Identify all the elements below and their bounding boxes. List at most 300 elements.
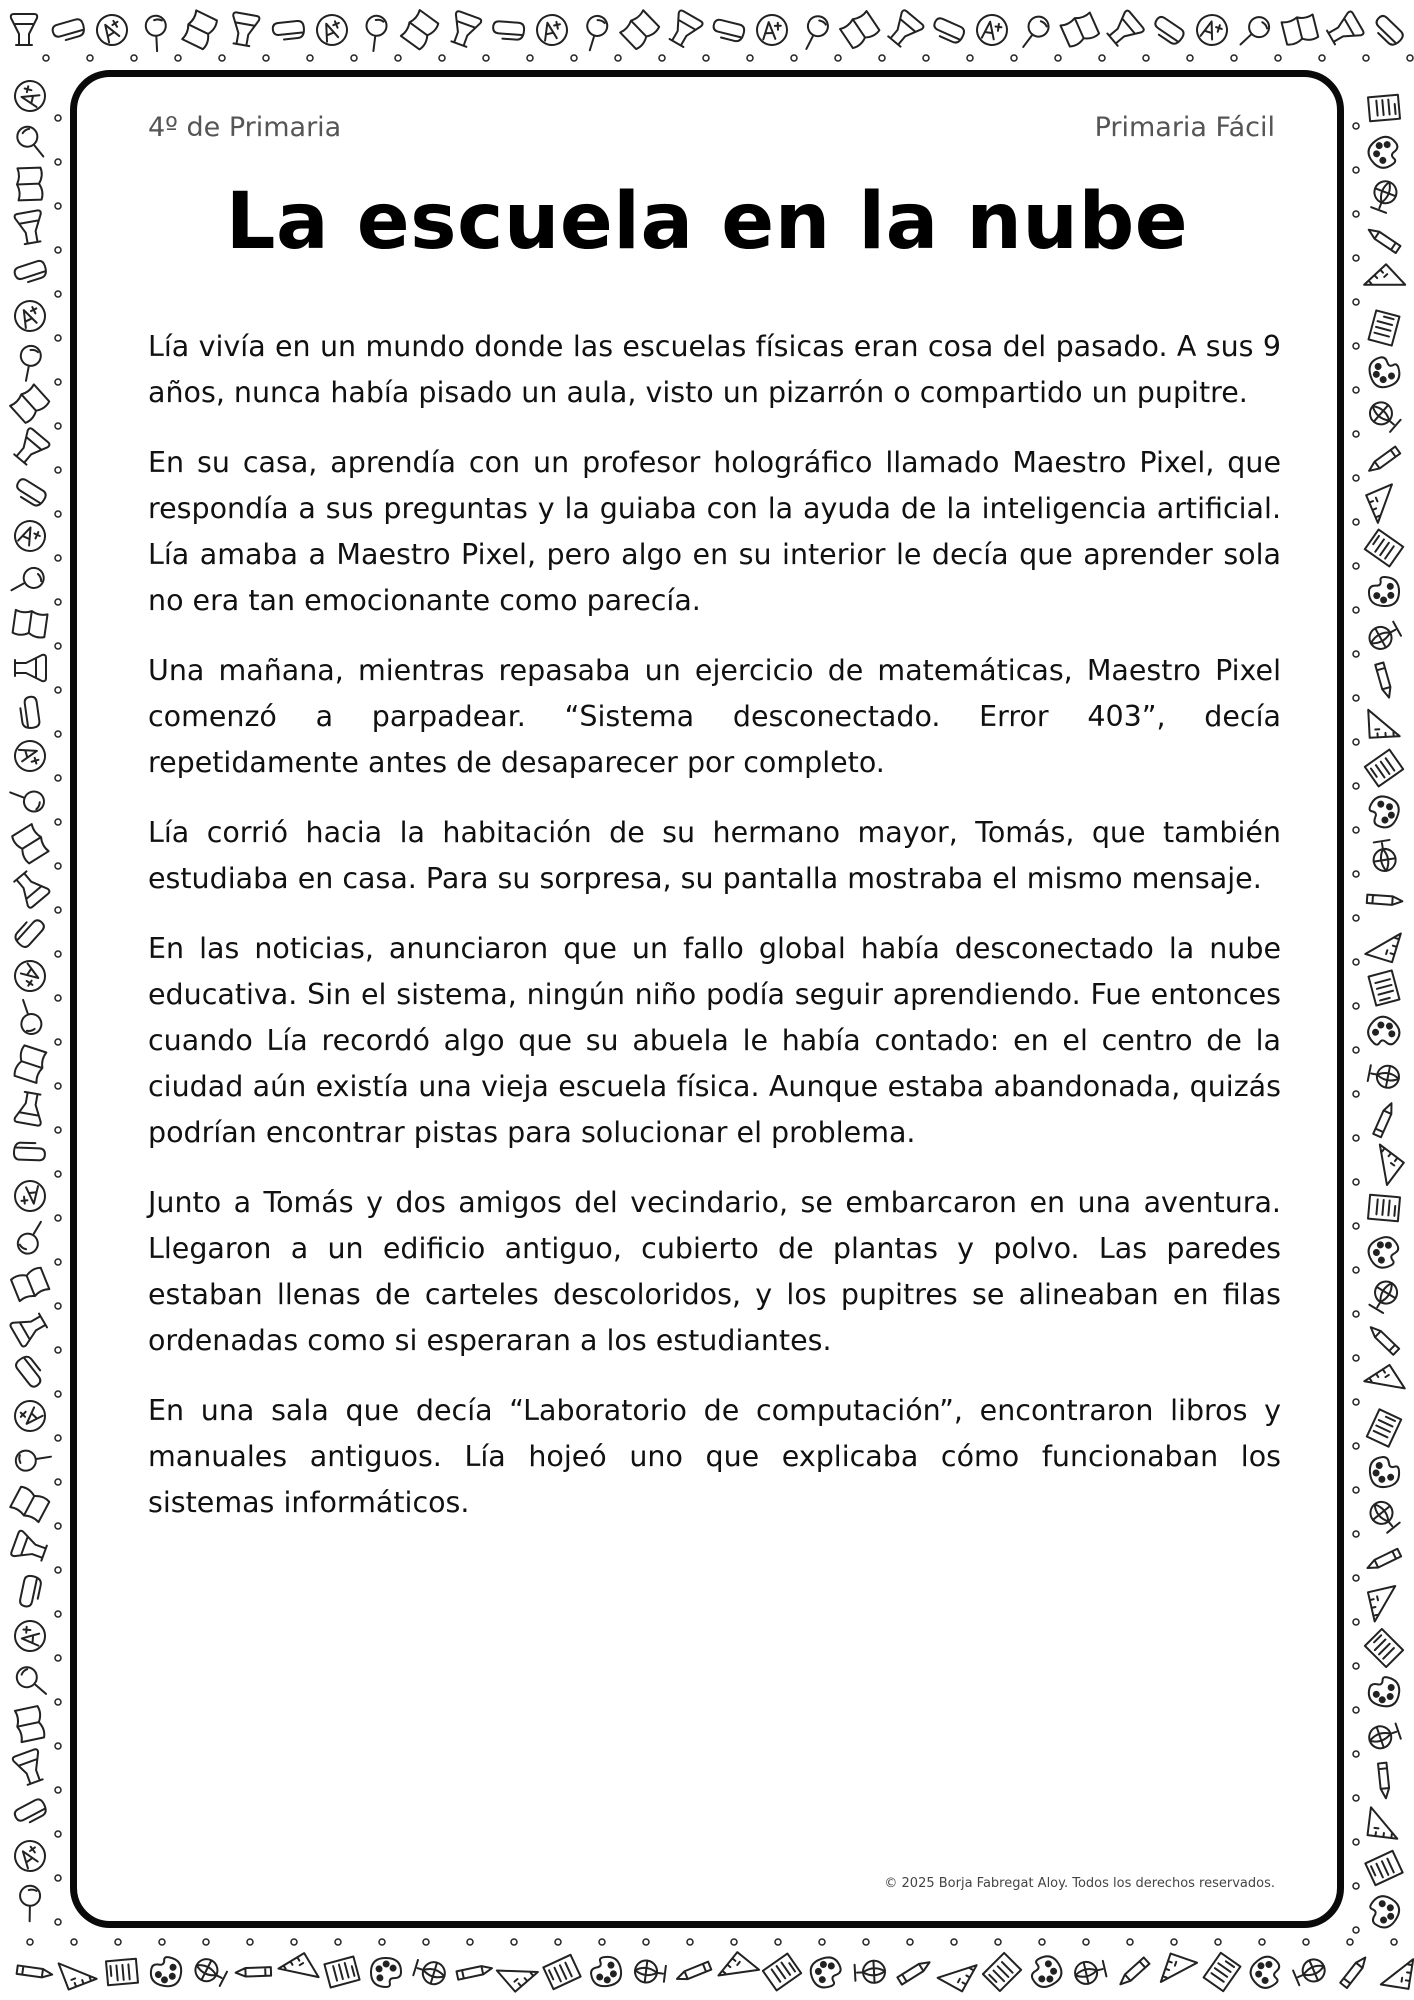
book-icon xyxy=(181,10,218,50)
decorative-dot xyxy=(1353,123,1359,129)
magnifier-icon xyxy=(16,1666,46,1696)
decorative-dot xyxy=(1353,1135,1359,1141)
decorative-dot xyxy=(1353,343,1359,349)
decorative-dot xyxy=(131,55,137,61)
pencil-icon xyxy=(13,1952,52,1991)
grade-a-plus-icon xyxy=(975,13,1009,47)
decorative-dot xyxy=(1353,739,1359,745)
magnifier-icon xyxy=(12,1440,51,1479)
decorative-dot xyxy=(55,1611,61,1617)
palette-icon xyxy=(1364,1233,1404,1272)
palette-icon xyxy=(1246,1952,1288,1993)
decorative-dot xyxy=(1353,695,1359,701)
ruler-icon xyxy=(1364,1365,1404,1405)
magnifier-icon xyxy=(10,342,49,381)
paperclip-icon xyxy=(931,17,966,45)
grade-a-plus-icon xyxy=(534,12,570,48)
ruler-icon xyxy=(1363,1145,1404,1185)
decorative-dot xyxy=(687,1939,693,1945)
decorative-dot xyxy=(1353,1399,1359,1405)
paperclip-icon xyxy=(711,19,745,43)
decorative-dot xyxy=(27,1939,33,1945)
grade-a-plus-icon xyxy=(756,14,787,45)
notebook-icon xyxy=(1365,530,1403,567)
decorative-dot xyxy=(351,55,357,61)
decorative-dot xyxy=(55,1479,61,1485)
story-paragraph: En una sala que decía “Laboratorio de computación”, encontraron libros y manuales antiguos. Lía hojeó uno que explicaba cómo funcionaban los sistemas informáticos. xyxy=(148,1394,1281,1519)
decorative-dot xyxy=(511,1939,517,1945)
palette-icon xyxy=(1363,1891,1404,1932)
notebook-icon xyxy=(1367,1409,1401,1446)
decorative-dot xyxy=(55,203,61,209)
decorative-dot xyxy=(55,1347,61,1353)
pencil-icon xyxy=(1365,660,1403,698)
notebook-icon xyxy=(1365,1629,1403,1667)
decorative-dot xyxy=(55,1127,61,1133)
decorative-dot xyxy=(55,247,61,253)
decorative-dot xyxy=(1353,1487,1359,1493)
decorative-dot xyxy=(55,775,61,781)
globe-icon xyxy=(634,1959,666,1984)
decorative-dot xyxy=(55,687,61,693)
ruler-icon xyxy=(938,1952,977,1992)
decorative-dot xyxy=(55,1567,61,1573)
paperclip-icon xyxy=(13,915,46,949)
ruler-icon xyxy=(1364,264,1405,305)
palette-icon xyxy=(149,1954,184,1988)
story-paragraph: Lía vivía en un mundo donde las escuelas físicas eran cosa del pasado. A sus 9 años, nunca había pisado un aula, visto un pizarrón o compartido un pupitre. xyxy=(148,330,1281,409)
decorative-dot xyxy=(747,55,753,61)
flask-icon xyxy=(1324,11,1364,49)
magnifier-icon xyxy=(356,12,395,51)
decorative-dot xyxy=(1231,55,1237,61)
decorative-dot xyxy=(571,55,577,61)
palette-icon xyxy=(1364,132,1405,173)
decorative-dot xyxy=(555,1939,561,1945)
magnifier-icon xyxy=(798,14,833,49)
decorative-dot xyxy=(55,1655,61,1661)
decorative-dot xyxy=(1353,1531,1359,1537)
pencil-icon xyxy=(453,1953,492,1992)
decorative-dot xyxy=(1353,1355,1359,1361)
decorative-dot xyxy=(1099,55,1105,61)
decorative-dot xyxy=(379,1939,385,1945)
decorative-dot xyxy=(1011,55,1017,61)
decorative-dot xyxy=(55,1303,61,1309)
decorative-dot xyxy=(879,55,885,61)
decorative-dot xyxy=(819,1939,825,1945)
decorative-dot xyxy=(55,159,61,165)
decorative-dot xyxy=(55,511,61,517)
notebook-icon xyxy=(1369,310,1400,345)
globe-icon xyxy=(1292,1956,1328,1988)
decorative-dot xyxy=(599,1939,605,1945)
decorative-dot xyxy=(55,995,61,1001)
flask-icon xyxy=(10,1309,50,1347)
decorative-dot xyxy=(1363,55,1369,61)
decorative-dot xyxy=(1353,1839,1359,1845)
decorative-dot xyxy=(483,55,489,61)
decorative-dot xyxy=(1039,1939,1045,1945)
flask-icon xyxy=(10,868,50,909)
decorative-dot xyxy=(1353,519,1359,525)
decorative-dot xyxy=(55,291,61,297)
palette-icon xyxy=(1366,353,1403,390)
decorative-dot xyxy=(1055,55,1061,61)
flask-icon xyxy=(884,9,924,50)
book-icon xyxy=(9,384,50,424)
decorative-dot xyxy=(55,643,61,649)
decorative-dot xyxy=(1353,1927,1359,1933)
pencil-icon xyxy=(1338,1958,1369,1989)
decorative-dot xyxy=(1353,255,1359,261)
paperclip-icon xyxy=(51,18,85,43)
ruler-icon xyxy=(1368,1586,1402,1622)
magnifier-icon xyxy=(16,126,47,157)
decorative-dot xyxy=(55,1391,61,1397)
flask-icon xyxy=(12,1748,47,1786)
decorative-dot xyxy=(907,1939,913,1945)
paperclip-icon xyxy=(492,21,524,40)
magnifier-icon xyxy=(11,563,46,598)
globe-icon xyxy=(1367,1062,1401,1089)
worksheet-card xyxy=(70,70,1344,1928)
grade-a-plus-icon xyxy=(312,10,351,49)
decorative-dot xyxy=(1353,1267,1359,1273)
decorative-dot xyxy=(55,599,61,605)
magnifier-icon xyxy=(136,12,176,52)
decorative-dot xyxy=(55,1919,61,1925)
decorative-dot xyxy=(55,1083,61,1089)
decorative-dot xyxy=(1353,1047,1359,1053)
decorative-dot xyxy=(1353,1707,1359,1713)
flask-icon xyxy=(11,14,37,45)
decorative-dot xyxy=(1187,55,1193,61)
flask-icon xyxy=(228,12,259,47)
pencil-icon xyxy=(1371,1327,1399,1355)
magnifier-icon xyxy=(1019,15,1051,47)
pencil-icon xyxy=(1120,1956,1149,1985)
notebook-icon xyxy=(543,1955,580,1989)
ruler-icon xyxy=(1161,1954,1197,1991)
ruler-icon xyxy=(1366,484,1403,523)
decorative-dot xyxy=(1391,1939,1397,1945)
book-icon xyxy=(11,1267,50,1302)
grade-a-plus-icon xyxy=(10,516,50,556)
decorative-dot xyxy=(1353,299,1359,305)
decorative-dot xyxy=(1275,55,1281,61)
decorative-dot xyxy=(1143,55,1149,61)
decorative-dot xyxy=(615,55,621,61)
book-icon xyxy=(1060,12,1099,48)
decorative-dot xyxy=(1353,1663,1359,1669)
decorative-dot xyxy=(395,55,401,61)
story-paragraph: Lía corrió hacia la habitación de su hermano mayor, Tomás, que también estudiaba en casa. Para su sorpresa, su pantalla mostraba el mismo mensaje. xyxy=(148,816,1281,895)
decorative-dot xyxy=(335,1939,341,1945)
decorative-dot xyxy=(55,1259,61,1265)
ruler-icon xyxy=(1368,708,1399,738)
pencil-icon xyxy=(677,1953,714,1990)
globe-icon xyxy=(854,1960,885,1984)
decorative-dot xyxy=(1215,1939,1221,1945)
decorative-dot xyxy=(159,1939,165,1945)
paperclip-icon xyxy=(13,1797,48,1827)
decorative-dot xyxy=(87,55,93,61)
globe-icon xyxy=(1365,398,1402,434)
decorative-dot xyxy=(1353,431,1359,437)
decorative-dot xyxy=(203,1939,209,1945)
paperclip-icon xyxy=(14,1354,46,1389)
story-paragraph: Una mañana, mientras repasaba un ejercicio de matemáticas, Maestro Pixel comenzó a parpadear. “Sistema desconectado. Error 403”, decía repetidamente antes de desaparecer por completo. xyxy=(148,654,1281,779)
decorative-dot xyxy=(71,1939,77,1945)
globe-icon xyxy=(1367,1277,1401,1314)
book-icon xyxy=(16,168,42,201)
site-label: Primaria Fácil xyxy=(1094,112,1275,143)
decorative-dot xyxy=(1353,1311,1359,1317)
decorative-dot xyxy=(55,423,61,429)
flask-icon xyxy=(14,210,45,245)
magnifier-icon xyxy=(14,1222,48,1256)
grade-a-plus-icon xyxy=(10,296,50,336)
decorative-dot xyxy=(1127,1939,1133,1945)
globe-icon xyxy=(1366,1721,1402,1752)
globe-icon xyxy=(192,1955,229,1988)
decorative-dot xyxy=(55,555,61,561)
decorative-dot xyxy=(439,55,445,61)
decorative-dot xyxy=(55,467,61,473)
decorative-dot xyxy=(55,819,61,825)
decorative-dot xyxy=(835,55,841,61)
grade-a-plus-icon xyxy=(14,1180,47,1213)
flask-icon xyxy=(14,1091,45,1126)
palette-icon xyxy=(1368,1455,1400,1488)
book-icon xyxy=(1281,14,1318,46)
decorative-dot xyxy=(307,55,313,61)
notebook-icon xyxy=(106,1959,138,1986)
paperclip-icon xyxy=(14,1142,46,1160)
magnifier-icon xyxy=(11,1000,48,1037)
decorative-dot xyxy=(1353,959,1359,965)
paperclip-icon xyxy=(272,20,305,40)
decorative-dot xyxy=(1407,55,1413,61)
book-icon xyxy=(619,10,659,50)
decorative-dot xyxy=(263,55,269,61)
paperclip-icon xyxy=(13,477,48,508)
palette-icon xyxy=(589,1955,623,1988)
story-title: La escuela en la nube xyxy=(225,177,1189,267)
globe-icon xyxy=(1366,619,1403,653)
grade-a-plus-icon xyxy=(91,9,132,50)
book-icon xyxy=(12,609,47,638)
ruler-icon xyxy=(497,1951,538,1992)
paperclip-icon xyxy=(1371,14,1405,48)
decorative-dot xyxy=(791,55,797,61)
flask-icon xyxy=(665,10,703,50)
decorative-dot xyxy=(1353,607,1359,613)
decorative-dot xyxy=(1353,1179,1359,1185)
pencil-icon xyxy=(1367,1542,1403,1578)
decorative-dot xyxy=(1353,1223,1359,1229)
globe-icon xyxy=(1371,839,1397,872)
decorative-dot xyxy=(731,1939,737,1945)
book-icon xyxy=(14,1045,48,1083)
decorative-dot xyxy=(951,1939,957,1945)
grade-a-plus-icon xyxy=(9,1395,51,1437)
flask-icon xyxy=(15,655,46,681)
magnifier-icon xyxy=(1240,16,1269,45)
palette-icon xyxy=(1363,1012,1405,1054)
decorative-dot xyxy=(55,1171,61,1177)
decorative-dot xyxy=(967,55,973,61)
decorative-dot xyxy=(55,1699,61,1705)
book-icon xyxy=(400,9,439,50)
decorative-dot xyxy=(55,115,61,121)
book-icon xyxy=(839,10,880,49)
notebook-icon xyxy=(1204,1953,1241,1991)
decorative-dot xyxy=(1353,1575,1359,1581)
globe-icon xyxy=(412,1957,447,1987)
pencil-icon xyxy=(236,1952,276,1992)
book-icon xyxy=(11,824,49,864)
decorative-dot xyxy=(247,1939,253,1945)
decorative-dot xyxy=(55,863,61,869)
ruler-icon xyxy=(718,1952,759,1993)
magnifier-icon xyxy=(577,12,615,50)
decorative-dot xyxy=(1353,1751,1359,1757)
pencil-icon xyxy=(1364,1759,1403,1798)
flask-icon xyxy=(10,427,50,468)
notebook-icon xyxy=(1365,1851,1402,1885)
decorative-dot xyxy=(1353,871,1359,877)
story-body xyxy=(148,324,1281,1550)
globe-icon xyxy=(1366,1497,1402,1534)
magnifier-icon xyxy=(10,1882,50,1922)
decorative-dot xyxy=(55,335,61,341)
story-paragraph: Junto a Tomás y dos amigos del vecindario, se embarcaron en una aventura. Llegaron a un edificio antiguo, cubierto de plantas y polvo. Las paredes estaban llenas de carteles descoloridos, y los pupitres se alineaban en filas ordenadas como si esperaran a los estudiantes. xyxy=(148,1186,1281,1357)
notebook-icon xyxy=(1368,95,1400,122)
decorative-dot xyxy=(55,1215,61,1221)
decorative-dot xyxy=(1353,1091,1359,1097)
grade-a-plus-icon xyxy=(9,1835,51,1877)
palette-icon xyxy=(1366,1674,1402,1709)
globe-icon xyxy=(1368,178,1399,214)
flask-icon xyxy=(10,1530,48,1565)
book-icon xyxy=(10,1486,50,1523)
decorative-dot xyxy=(643,1939,649,1945)
decorative-dot xyxy=(423,1939,429,1945)
ruler-icon xyxy=(1381,1955,1413,1989)
decorative-dot xyxy=(43,55,49,61)
decorative-dot xyxy=(291,1939,297,1945)
decorative-dot xyxy=(1259,1939,1265,1945)
ruler-icon xyxy=(1368,1807,1401,1838)
decorative-dot xyxy=(923,55,929,61)
decorative-dot xyxy=(55,1787,61,1793)
copyright-notice: © 2025 Borja Fabregat Aloy. Todos los derechos reservados. xyxy=(884,1876,1275,1891)
paperclip-icon xyxy=(13,259,48,285)
decorative-dot xyxy=(995,1939,1001,1945)
grade-a-plus-icon xyxy=(1193,11,1231,49)
palette-icon xyxy=(1368,576,1399,607)
decorative-dot xyxy=(1353,651,1359,657)
decorative-dot xyxy=(1303,1939,1309,1945)
ruler-icon xyxy=(1365,925,1401,962)
decorative-dot xyxy=(1319,55,1325,61)
decorative-dot xyxy=(55,1743,61,1749)
decorative-dot xyxy=(55,1435,61,1441)
decorative-dot xyxy=(55,1039,61,1045)
notebook-icon xyxy=(763,1954,801,1991)
decorative-dot xyxy=(1353,827,1359,833)
decorative-dot xyxy=(1353,211,1359,217)
decorative-dot xyxy=(55,731,61,737)
decorative-dot xyxy=(55,1523,61,1529)
decorative-dot xyxy=(1347,1939,1353,1945)
story-paragraph: En las noticias, anunciaron que un fallo global había desconectado la nube educativa. Sin el sistema, ningún niño podía seguir aprendiendo. Fue entonces cuando Lía recordó algo que su abuela le había contado: en el centro de la ciudad aún existía una vieja escuela física. Aunque estaba abandonada, quizás podrían encontrar pistas para solucionar el problema. xyxy=(148,932,1281,1149)
notebook-icon xyxy=(1365,750,1403,787)
decorative-dot xyxy=(659,55,665,61)
decorative-dot xyxy=(55,951,61,957)
ruler-icon xyxy=(278,1953,318,1992)
decorative-dot xyxy=(55,1831,61,1837)
palette-icon xyxy=(807,1954,845,1991)
decorative-dot xyxy=(219,55,225,61)
notebook-icon xyxy=(983,1953,1021,1991)
grade-a-plus-icon xyxy=(12,78,48,114)
grade-label: 4º de Primaria xyxy=(148,112,342,143)
decorative-dot xyxy=(1353,563,1359,569)
globe-icon xyxy=(1073,1958,1107,1986)
decorative-dot xyxy=(1353,167,1359,173)
notebook-icon xyxy=(1369,970,1400,1005)
decorative-dot xyxy=(1353,475,1359,481)
decorative-dot xyxy=(703,55,709,61)
decorative-dot xyxy=(55,1875,61,1881)
palette-icon xyxy=(1364,792,1402,831)
decorative-dot xyxy=(467,1939,473,1945)
paperclip-icon xyxy=(19,696,40,729)
paperclip-icon xyxy=(19,1575,42,1609)
decorative-dot xyxy=(1353,1795,1359,1801)
notebook-icon xyxy=(324,1957,359,1988)
book-icon xyxy=(14,1706,45,1743)
decorative-dot xyxy=(1083,1939,1089,1945)
decorative-dot xyxy=(775,1939,781,1945)
decorative-dot xyxy=(1353,783,1359,789)
decorative-dot xyxy=(527,55,533,61)
pencil-icon xyxy=(1363,880,1403,920)
decorative-dot xyxy=(55,907,61,913)
decorative-dot xyxy=(1353,1003,1359,1009)
ruler-icon xyxy=(59,1953,97,1990)
pencil-icon xyxy=(1369,224,1402,257)
grade-a-plus-icon xyxy=(9,955,51,997)
decorative-dot xyxy=(55,379,61,385)
pencil-icon xyxy=(1369,443,1401,475)
notebook-icon xyxy=(1368,1195,1400,1222)
flask-icon xyxy=(446,10,481,48)
decorative-dot xyxy=(115,1939,121,1945)
palette-icon xyxy=(371,1958,402,1988)
grade-a-plus-icon xyxy=(14,1620,46,1652)
paperclip-icon xyxy=(1151,15,1186,46)
pencil-icon xyxy=(1365,1103,1401,1139)
decorative-dot xyxy=(1353,1443,1359,1449)
palette-icon xyxy=(1026,1952,1066,1992)
decorative-dot xyxy=(175,55,181,61)
decorative-dot xyxy=(1353,387,1359,393)
decorative-dot xyxy=(1353,915,1359,921)
